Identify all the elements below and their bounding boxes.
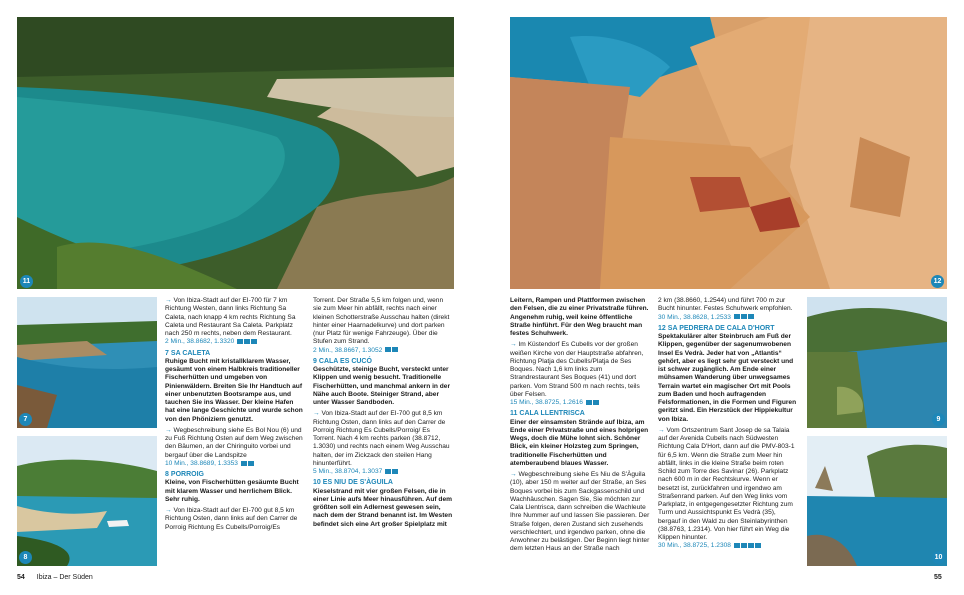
- text-column-4: [658, 297, 799, 554]
- directions-text: → Von Ibiza-Stadt auf der EI-700 für 7 km Richtung Westen, dann links Richtung Sa Caleta, nach knapp 4 km rechts Richtung Sa Caleta und Restaurant Sa Caleta. Parkplatz nach 250 m rechts, neben dem Restaurant.: [165, 297, 295, 337]
- parking-icon: [237, 339, 243, 344]
- parking-icon: [385, 469, 391, 474]
- photo-es-niu-de-saguila: [807, 436, 947, 566]
- photo-badge: 9: [932, 413, 945, 426]
- text-column-3: [510, 297, 650, 557]
- continued-text: Torrent. Der Straße 5,5 km folgen und, wenn sie zum Meer hin abfällt, rechts nach einer kleinen Schotterstraße Ausschau halten (direkt hinter einer Haarnadelkurve) und dort parken (nur Platz für wenige Fahrzeuge). Über die Stufen zum Strand.: [313, 297, 450, 346]
- directions-text: → Im Küstendorf Es Cubells vor der großen weißen Kirche von der Hauptstraße abfahren, Richtung Platja des Cubells/Platja de Ses Boques. Nach 1,6 km links zum Strandrestaurant Ses Boques (41) und dort parken. Vom Strand 500 m nach rechts, teils über Felsen.: [510, 341, 643, 398]
- section-lead: Geschützte, steinige Bucht, versteckt unter Klippen und wenig besucht. Traditionelle Fischerhütten, und manchmal ankern in der Nähe auch Boote. Steiniger Strand, aber unter Wasser Sandboden.: [313, 366, 451, 406]
- photo-porroig: [17, 436, 157, 566]
- section-heading-cala-llentrisca: 11 CALA LLENTRISCA: [510, 410, 585, 418]
- walk-icon: [244, 339, 250, 344]
- photo-badge: 8: [19, 551, 32, 564]
- continued-text: 2 km (38.8660, 1.2544) und führt 700 m zur Bucht hinunter. Festes Schuhwerk empfohlen.: [658, 297, 793, 313]
- section-heading-porroig: 8 PORROIG: [165, 471, 204, 478]
- footer-left: [17, 574, 93, 581]
- section-lead: Spektakulärer alter Steinbruch am Fuß der Klippen, gegenüber der sagenumwobenen Insel Es Vedrà. Jeder hat von „Atlantis“ gehört, aber es liegt sehr gut versteckt und ist schwer zugänglich. Am Ende einer mühsamen Wanderung über unwegsames Terrain wartet ein magischer Ort mit Pools zum Baden und hoch aufragenden Felsformationen, in die Formen und Figuren geritzt sind. Ein Herzstück der Hippiekultur von Ibiza.: [658, 333, 797, 423]
- parking-icon: [734, 543, 740, 548]
- section-heading-sa-pedrera: 12 SA PEDRERA DE CALA D'HORT: [658, 324, 775, 332]
- gps-coordinates: 30 Min., 38.8725, 1.2308: [658, 542, 799, 550]
- section-lead: Einer der einsamsten Strände auf Ibiza, am Ende einer Privatstraße und eines holprigen Wegs, doch die Mühe lohnt sich. Schöner Blick, ein kleiner Holzsteg zum Springen, traditionelle Fischerhütten und atemberaubend blaues Wasser.: [510, 418, 649, 467]
- section-heading-es-niu: 10 ES NIU DE S'ÀGUILA: [313, 479, 393, 487]
- directions-text: → Wegbeschreibung siehe Es Niu de S'Àguila (10), aber 150 m weiter auf der Straße, an Ses Boques vorbei bis zum Sackgassenschild und Wachhäuschen. Sagen Sie, Sie möchten zur Cala Llentrisca, dann schreiben die Wachleute Ihre Nummer auf und lassen Sie passieren. Der Straße folgen, deren Zustand sich zusehends verschlechtert, und irgendwo parken, ohne die Anwohner zu belästigen. Der Beginn liegt hinter dem letzten Haus an der Straße nach: [510, 471, 649, 552]
- walk-icon: [392, 469, 398, 474]
- parking-icon: [385, 347, 391, 352]
- section-heading-cala-es-cuco: 9 CALA ES CUCÓ: [313, 357, 372, 365]
- info-icon: [748, 543, 754, 548]
- walk-icon: [741, 543, 747, 548]
- photo-badge: 12: [931, 275, 944, 288]
- view-icon: [755, 543, 761, 548]
- photo-badge: 7: [19, 413, 32, 426]
- gps-coordinates: 5 Min., 38.8704, 1.3037: [313, 468, 453, 476]
- photo-cala-llentrisca: [17, 17, 454, 289]
- photo-sa-caleta: [17, 297, 157, 428]
- food-icon: [251, 339, 257, 344]
- section-lead: Kleine, von Fischerhütten gesäumte Bucht mit klarem Wasser und herrlichem Blick. Sehr ruhig.: [165, 479, 299, 503]
- text-column-1: [165, 297, 305, 535]
- photo-cala-es-cuco: [807, 297, 947, 428]
- page-number: 55: [934, 574, 942, 581]
- parking-icon: [586, 400, 592, 405]
- section-heading-sa-caleta: 7 SA CALETA: [165, 349, 211, 357]
- gps-coordinates: 10 Min., 38.8689, 1.3353: [165, 460, 305, 468]
- gps-coordinates: 15 Min., 38.8725, 1.2616: [510, 399, 650, 407]
- text-column-2: [313, 297, 453, 532]
- section-lead: Ruhige Bucht mit kristallklarem Wasser, gesäumt von einem Halbkreis traditioneller Fischerhütten und umgeben von Pinienwäldern. Breiten Sie Ihr Handtuch auf einer unbenutzten Bootsrampe aus, und tauchen Sie ins Wasser. Der kleine Hafen hat eine lange Geschichte und wurde schon von den Phöniziern genutzt.: [165, 357, 303, 423]
- gps-coordinates: 2 Min., 38.8682, 1.3320: [165, 338, 305, 346]
- directions-text: → Vom Ortszentrum Sant Josep de sa Talaia auf der Avenida Cubells nach Südwesten Richtung Cala D'Hort, dann auf die PMV-803-1 für 6,5 km. Wenn die Straße zum Meer hin abfällt, links in die kleine Straße beim roten Schild zum Torre des Savinar (26). Parkplatz nach 600 m in der Rechtskurve. Wenn er besetzt ist, zurückfahren und irgendwo am Straßenrand parken. Auf den Weg links vom Parkplatz, in entgegengesetzter Richtung zum Turm und Aussichtspunkt Es Vedrà (35), bergauf in den Wald zu den Steinlabyrinthen (38.8763, 1.2314). Von hier führt ein Weg die Klippen hinunter.: [658, 427, 795, 541]
- walk-icon: [741, 314, 747, 319]
- photo-sa-pedrera: [510, 17, 947, 289]
- walk-icon: [248, 461, 254, 466]
- continued-lead: Leitern, Rampen und Plattformen zwischen den Felsen, die zu einer Privatstraße führen. Angenehm ruhig, weil keine öffentliche Straße hinführt. Für den Weg braucht man festes Schuhwerk.: [510, 297, 649, 337]
- walk-icon: [392, 347, 398, 352]
- info-icon: [748, 314, 754, 319]
- page-number: 54: [17, 574, 25, 581]
- photo-badge: 11: [20, 275, 33, 288]
- gps-coordinates: 30 Min., 38.8628, 1.2533: [658, 314, 799, 322]
- parking-icon: [734, 314, 740, 319]
- walk-icon: [593, 400, 599, 405]
- photo-badge: 10: [932, 551, 945, 564]
- directions-text: → Von Ibiza-Stadt auf der EI-700 gut 8,5 km Richtung Osten, dann links auf den Carrer de Porroig Richtung Es Cubells/Porroig/ Es Torrent. Nach 4 km rechts parken (38.8712, 1.3030) und rechts nach einem Weg Ausschau halten, der im Zickzack den steilen Hang hinunterführt.: [313, 410, 450, 467]
- directions-text: → Wegbeschreibung siehe Es Bol Nou (6) und zu Fuß Richtung Osten auf dem Weg zwischen den Bäumen, an der Chiringuito vorbei und bergauf über die Landspitze: [165, 427, 303, 459]
- parking-icon: [241, 461, 247, 466]
- section-lead: Kieselstrand mit vier großen Felsen, die in einer Linie aufs Meer hinausführen. Auf dem größten soll ein Adlernest gewesen sein, nach dem der Strand benannt ist. Im Westen befindet sich eine Art großer Spielplatz mit: [313, 487, 453, 528]
- running-title: Ibiza – Der Süden: [36, 574, 93, 581]
- directions-text: → Von Ibiza-Stadt auf der EI-700 gut 8,5 km Richtung Osten, dann links auf den Carrer de Porroig Richtung Es Cubells/Porroig/Es: [165, 507, 297, 531]
- gps-coordinates: 2 Min., 38.8667, 1.3052: [313, 347, 453, 355]
- footer-right: [934, 574, 942, 581]
